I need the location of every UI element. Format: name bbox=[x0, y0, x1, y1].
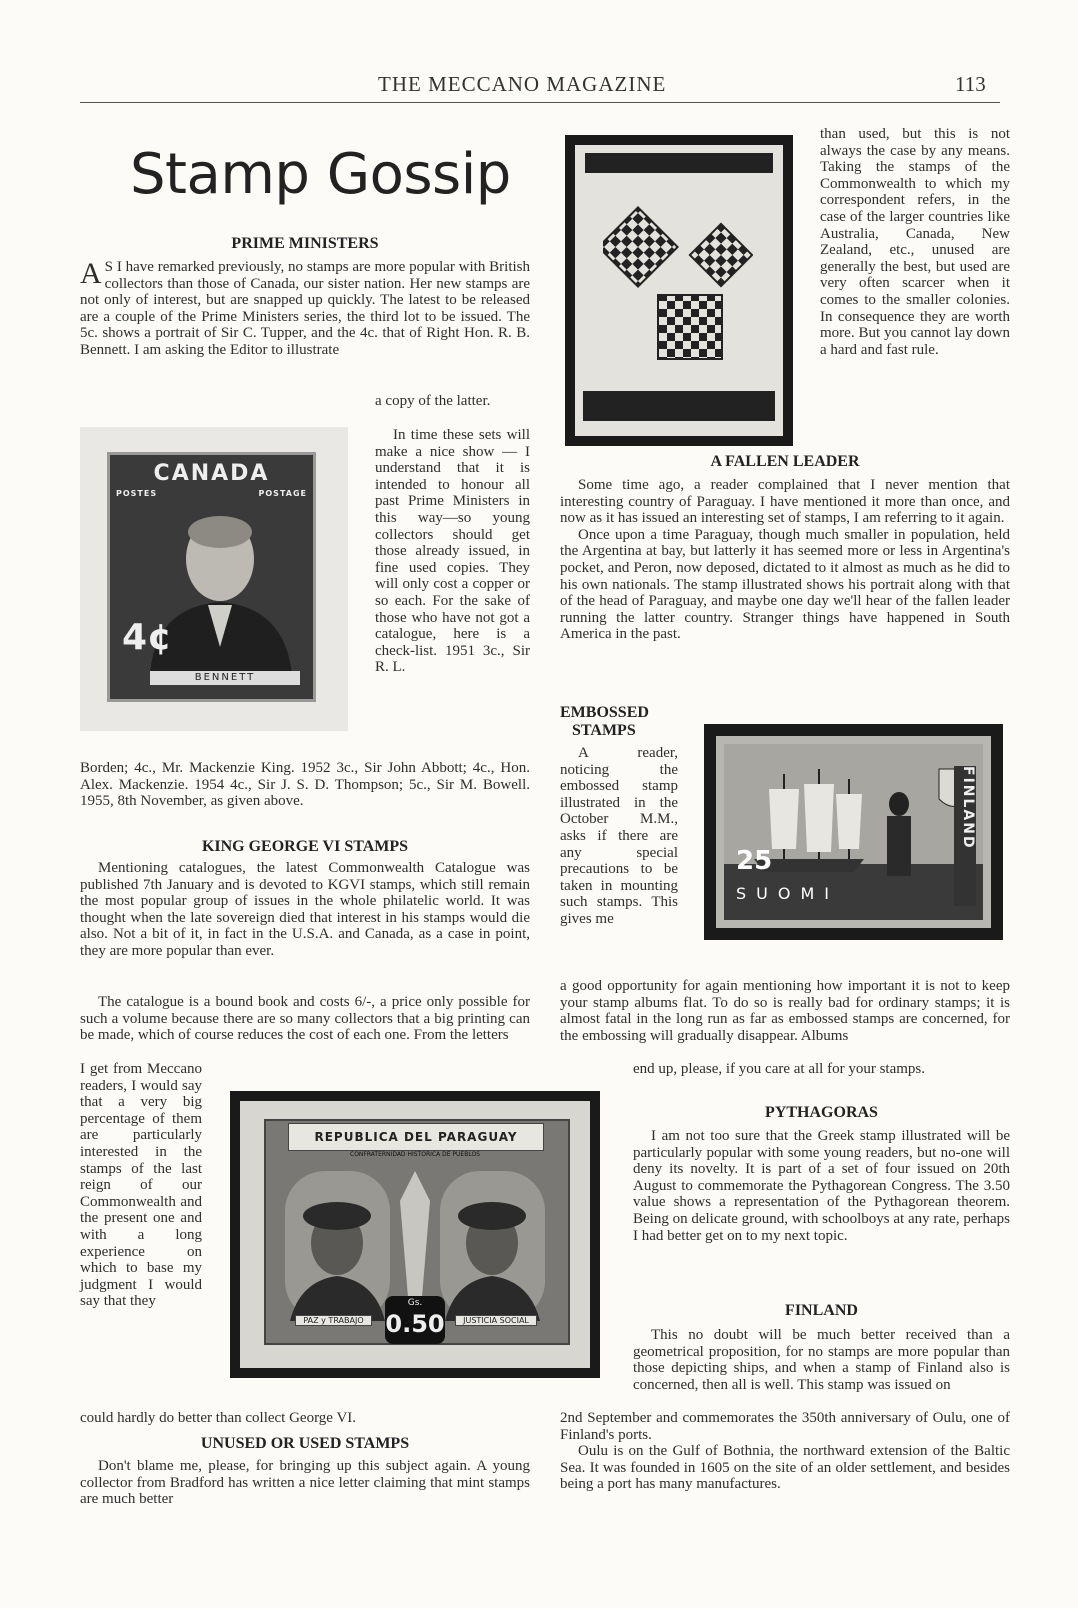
page-header bbox=[80, 72, 1000, 102]
finland-stamp-figure bbox=[704, 724, 1003, 940]
paraguay-stamp-figure bbox=[230, 1091, 600, 1378]
article-title: Stamp Gossip bbox=[130, 142, 511, 207]
finland-side-text: FINLAND bbox=[954, 766, 976, 906]
canada-stamp-figure bbox=[80, 427, 348, 731]
pythagoras-body: I am not too sure that the Greek stamp illustrated will be particularly popular with some young readers, but no-one will deny its novelty. It is part of a set of four issued on 20th August to commemorate the Pythagorean Congress. The 3.50 value shows a representation of the Pythagorean theorem. Being on delicate ground, with schoolboys at any rate, perhaps I had better get on to my next topic. bbox=[633, 1128, 1010, 1244]
heading-unused-or-used: UNUSED OR USED STAMPS bbox=[200, 1435, 410, 1452]
canada-name: BENNETT bbox=[150, 671, 300, 685]
finland-para-full: 2nd September and commemorates the 350th anniversary of Oulu, one of Finland's ports. Oulu is on the Gulf of Bothnia, the northward extension of the Baltic Sea. It was founded in 1605 on the site of an older settlement, and besides being a port has many manufactures. bbox=[560, 1410, 1010, 1493]
king-george-para2-tail: could hardly do better than collect George VI. bbox=[80, 1410, 357, 1426]
heading-prime-ministers: PRIME MINISTERS bbox=[231, 235, 379, 252]
paraguay-subbanner: CONFRATERNIDAD HISTORICA DE PUEBLOS bbox=[350, 1151, 480, 1158]
finland-para-narrow: This no doubt will be much better received than a geometrical proposition, for no stamps are more popular than those depicting ships, and when a stamp of Finland also is concerned, then all is well. This stamp was issued on bbox=[633, 1327, 1010, 1393]
paraguay-banner: REPUBLICA DEL PARAGUAY bbox=[288, 1123, 544, 1151]
pythagoras-squares bbox=[603, 205, 753, 370]
greek-top-text bbox=[585, 153, 773, 173]
embossed-para-tail: end up, please, if you care at all for your stamps. bbox=[633, 1061, 925, 1077]
heading-fallen-leader: A FALLEN LEADER bbox=[710, 453, 860, 470]
heading-embossed: EMBOSSED STAMPS bbox=[560, 704, 649, 739]
king-george-para1: Mentioning catalogues, the latest Commonwealth Catalogue was published 7th January and is devoted to KGVI stamps, which still remain the most popular group of issues in the whole philatelic world. It was thought when the late sovereign died that interest in his stamps would die also. Not a bit of it, in fact in the U.S.A. and Canada, as a case in point, they are more popular than ever. bbox=[80, 860, 530, 959]
paraguay-value: 0.50 bbox=[385, 1310, 445, 1338]
heading-finland: FINLAND bbox=[785, 1302, 858, 1319]
paraguay-stamp bbox=[240, 1101, 590, 1368]
paraguay-currency: Gs. bbox=[407, 1298, 423, 1308]
embossed-para-narrow: A reader, noticing the embossed stamp illustrated in the October M.M., asks if there are any special precautions to be taken in mounting such stamps. This gives me bbox=[560, 745, 678, 927]
embossed-para-full: a good opportunity for again mentioning how important it is not to keep your stamp albums flat. To do so is really bad for ordinary stamps; it is almost fatal in the long run as far as embossed stamps are concerned, for the embossing will gradually disappear. Albums bbox=[560, 978, 1010, 1044]
canada-stamp bbox=[107, 452, 316, 702]
finland-country: SUOMI bbox=[736, 884, 839, 903]
canada-value: 4¢ bbox=[122, 617, 173, 658]
prime-ministers-para1: A S I have remarked previously, no stamps are more popular with British collectors than those of Canada, our sister nation. Her new stamps are not only of interest, but are snapped up quickly. The latest to be released are a couple of the Prime Ministers series, the third lot to be issued. The 5c. shows a portrait of Sir C. Tupper, and the 4c. that of Right Hon. R. B. Bennett. I am asking the Editor to illustrate bbox=[80, 257, 530, 358]
header-rule bbox=[80, 102, 1000, 103]
prime-ministers-para2-narrow: In time these sets will make a nice show — I understand that it is intended to honour all past Prime Ministers in this way—so young collectors should get those already issued, in fine used copies. They will only cost a copper or so each. For the sake of those who have not got a catalogue, here is a check-list. 1951 3c., Sir R. L. bbox=[375, 427, 530, 676]
king-george-para2-narrow: I get from Meccano readers, I would say that a very big percentage of them are particularly interested in the stamps of the last reign of our Commonwealth and the present one and with a long experience on which to base my judgment I would say that they bbox=[80, 1061, 202, 1310]
prime-ministers-para1-tail: a copy of the latter. bbox=[375, 393, 491, 409]
running-title: THE MECCANO MAGAZINE bbox=[378, 72, 667, 96]
prime-ministers-para2-full: Borden; 4c., Mr. Mackenzie King. 1952 3c., Sir John Abbott; 4c., Hon. Alex. Mackenzie. 1954 4c., Sir J. S. D. Thompson; 5c., Sir M. Bowell. 1955, 8th November, as given above. bbox=[80, 760, 530, 810]
king-george-para2-full: The catalogue is a bound book and costs 6/-, a price only possible for such a volume because there are so many collectors that a big printing can be made, which of course reduces the cost of each one. From the letters bbox=[80, 994, 530, 1044]
finland-stamp bbox=[716, 736, 991, 928]
greek-bottom-text bbox=[583, 391, 775, 421]
unused-para1: Don't blame me, please, for bringing up this subject again. A young collector from Bradford has written a nice letter claiming that mint stamps are much better bbox=[80, 1458, 530, 1508]
heading-pythagoras: PYTHAGORAS bbox=[765, 1104, 878, 1121]
heading-king-george: KING GEORGE VI STAMPS bbox=[201, 838, 409, 855]
unused-para1-continued: than used, but this is not always the case by any means. Taking the stamps of the Commonwealth to which my correspondent refers, in the case of the larger countries like Australia, Canada, New Zealand, etc., unused are generally the best, but used are very often scarcer when it comes to the smaller colonies. In consequence they are worth more. But you cannot lay down a hard and fast rule. bbox=[820, 126, 1010, 358]
paraguay-value-box bbox=[385, 1296, 445, 1344]
canada-postage: POSTAGE bbox=[258, 489, 307, 498]
dropcap: A bbox=[80, 257, 102, 290]
greek-stamp bbox=[575, 145, 783, 436]
finland-value: 25 bbox=[736, 846, 773, 876]
paraguay-right-label: JUSTICIA SOCIAL bbox=[455, 1315, 537, 1326]
fallen-leader-body: Some time ago, a reader complained that I never mention that interesting country of Paraguay. I have mentioned it more than once, and now as it has issued an interesting set of stamps, I am referring to it again. Once upon a time Paraguay, though much smaller in population, held the Argentina at bay, but latterly it has seemed more or less in Argentina's pocket, and Peron, now deposed, dictated to it almost as much as he did to his own nationals. The stamp illustrated shows his portrait along with that of the head of Paraguay, and maybe one day we'll hear of the fallen leader running the latter country. Stranger things have happened in South America in the past. bbox=[560, 477, 1010, 643]
page-number: 113 bbox=[955, 72, 986, 96]
greek-stamp-figure bbox=[565, 135, 793, 446]
paraguay-left-label: PAZ y TRABAJO bbox=[295, 1315, 372, 1326]
canada-country: CANADA bbox=[153, 461, 270, 486]
canada-postes: POSTES bbox=[116, 489, 158, 498]
